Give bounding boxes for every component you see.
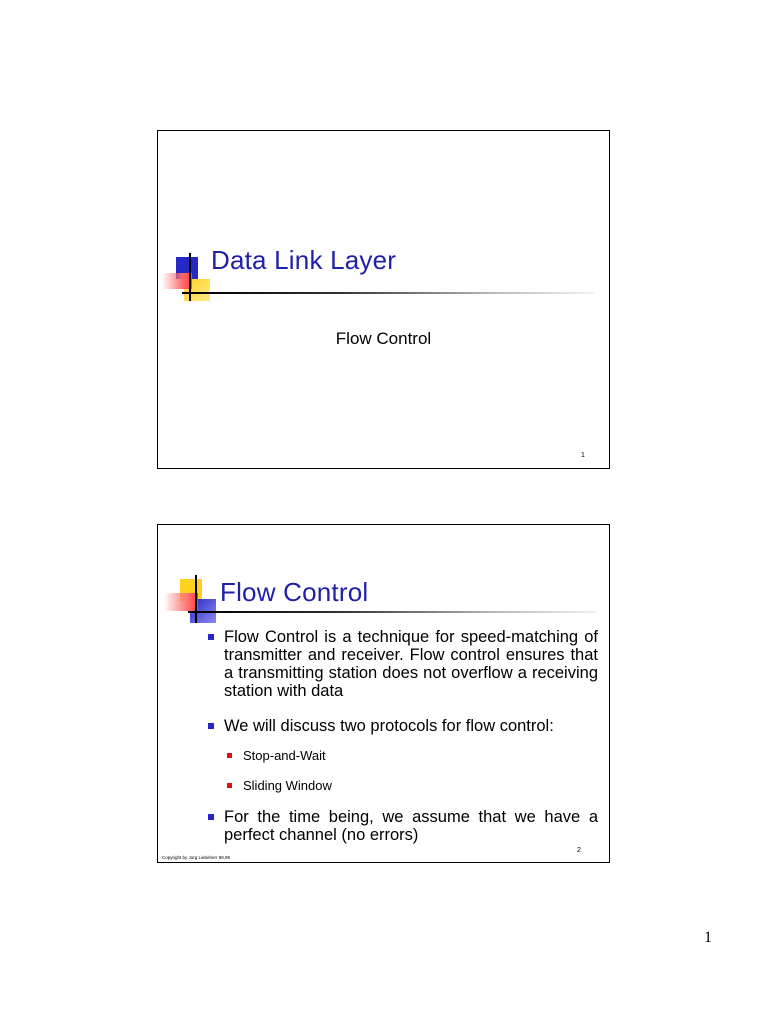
slide-title: Flow Control xyxy=(220,577,369,607)
bullet-square-icon xyxy=(227,753,232,758)
bullet-square-icon xyxy=(227,783,232,788)
sub-bullet-item: Stop-and-Wait xyxy=(227,748,598,764)
sub-bullet-item: Sliding Window xyxy=(227,778,598,794)
slide-page-number: 1 xyxy=(581,452,585,459)
slide-title: Data Link Layer xyxy=(211,245,397,275)
bullet-square-icon xyxy=(208,634,214,640)
slide-1 xyxy=(157,130,610,469)
sub-bullet-list xyxy=(208,778,598,794)
title-divider xyxy=(202,292,594,294)
bullet-list xyxy=(208,628,598,700)
bullet-square-icon xyxy=(208,723,214,729)
page-number: 1 xyxy=(704,929,712,946)
title-decoration-icon xyxy=(164,575,216,627)
slide-2 xyxy=(157,524,610,863)
bullet-list xyxy=(208,808,598,844)
bullet-item: For the time being, we assume that we have a perfect channel (no errors) xyxy=(208,808,598,844)
title-divider xyxy=(206,611,596,613)
bullet-list xyxy=(208,717,598,735)
slide-page-number: 2 xyxy=(577,847,581,854)
sub-bullet-list xyxy=(208,748,598,764)
copyright-note: Copyright by Jorg Liebeherr 98,99 xyxy=(162,855,231,860)
bullet-item: Flow Control is a technique for speed-matching of transmitter and receiver. Flow control ensures that a transmitting station does not overflow a receiving station with data xyxy=(208,628,598,700)
bullet-square-icon xyxy=(208,814,214,820)
bullet-item: We will discuss two protocols for flow control: xyxy=(208,717,598,735)
title-decoration-icon xyxy=(162,253,214,305)
slide-subtitle: Flow Control xyxy=(335,329,432,348)
